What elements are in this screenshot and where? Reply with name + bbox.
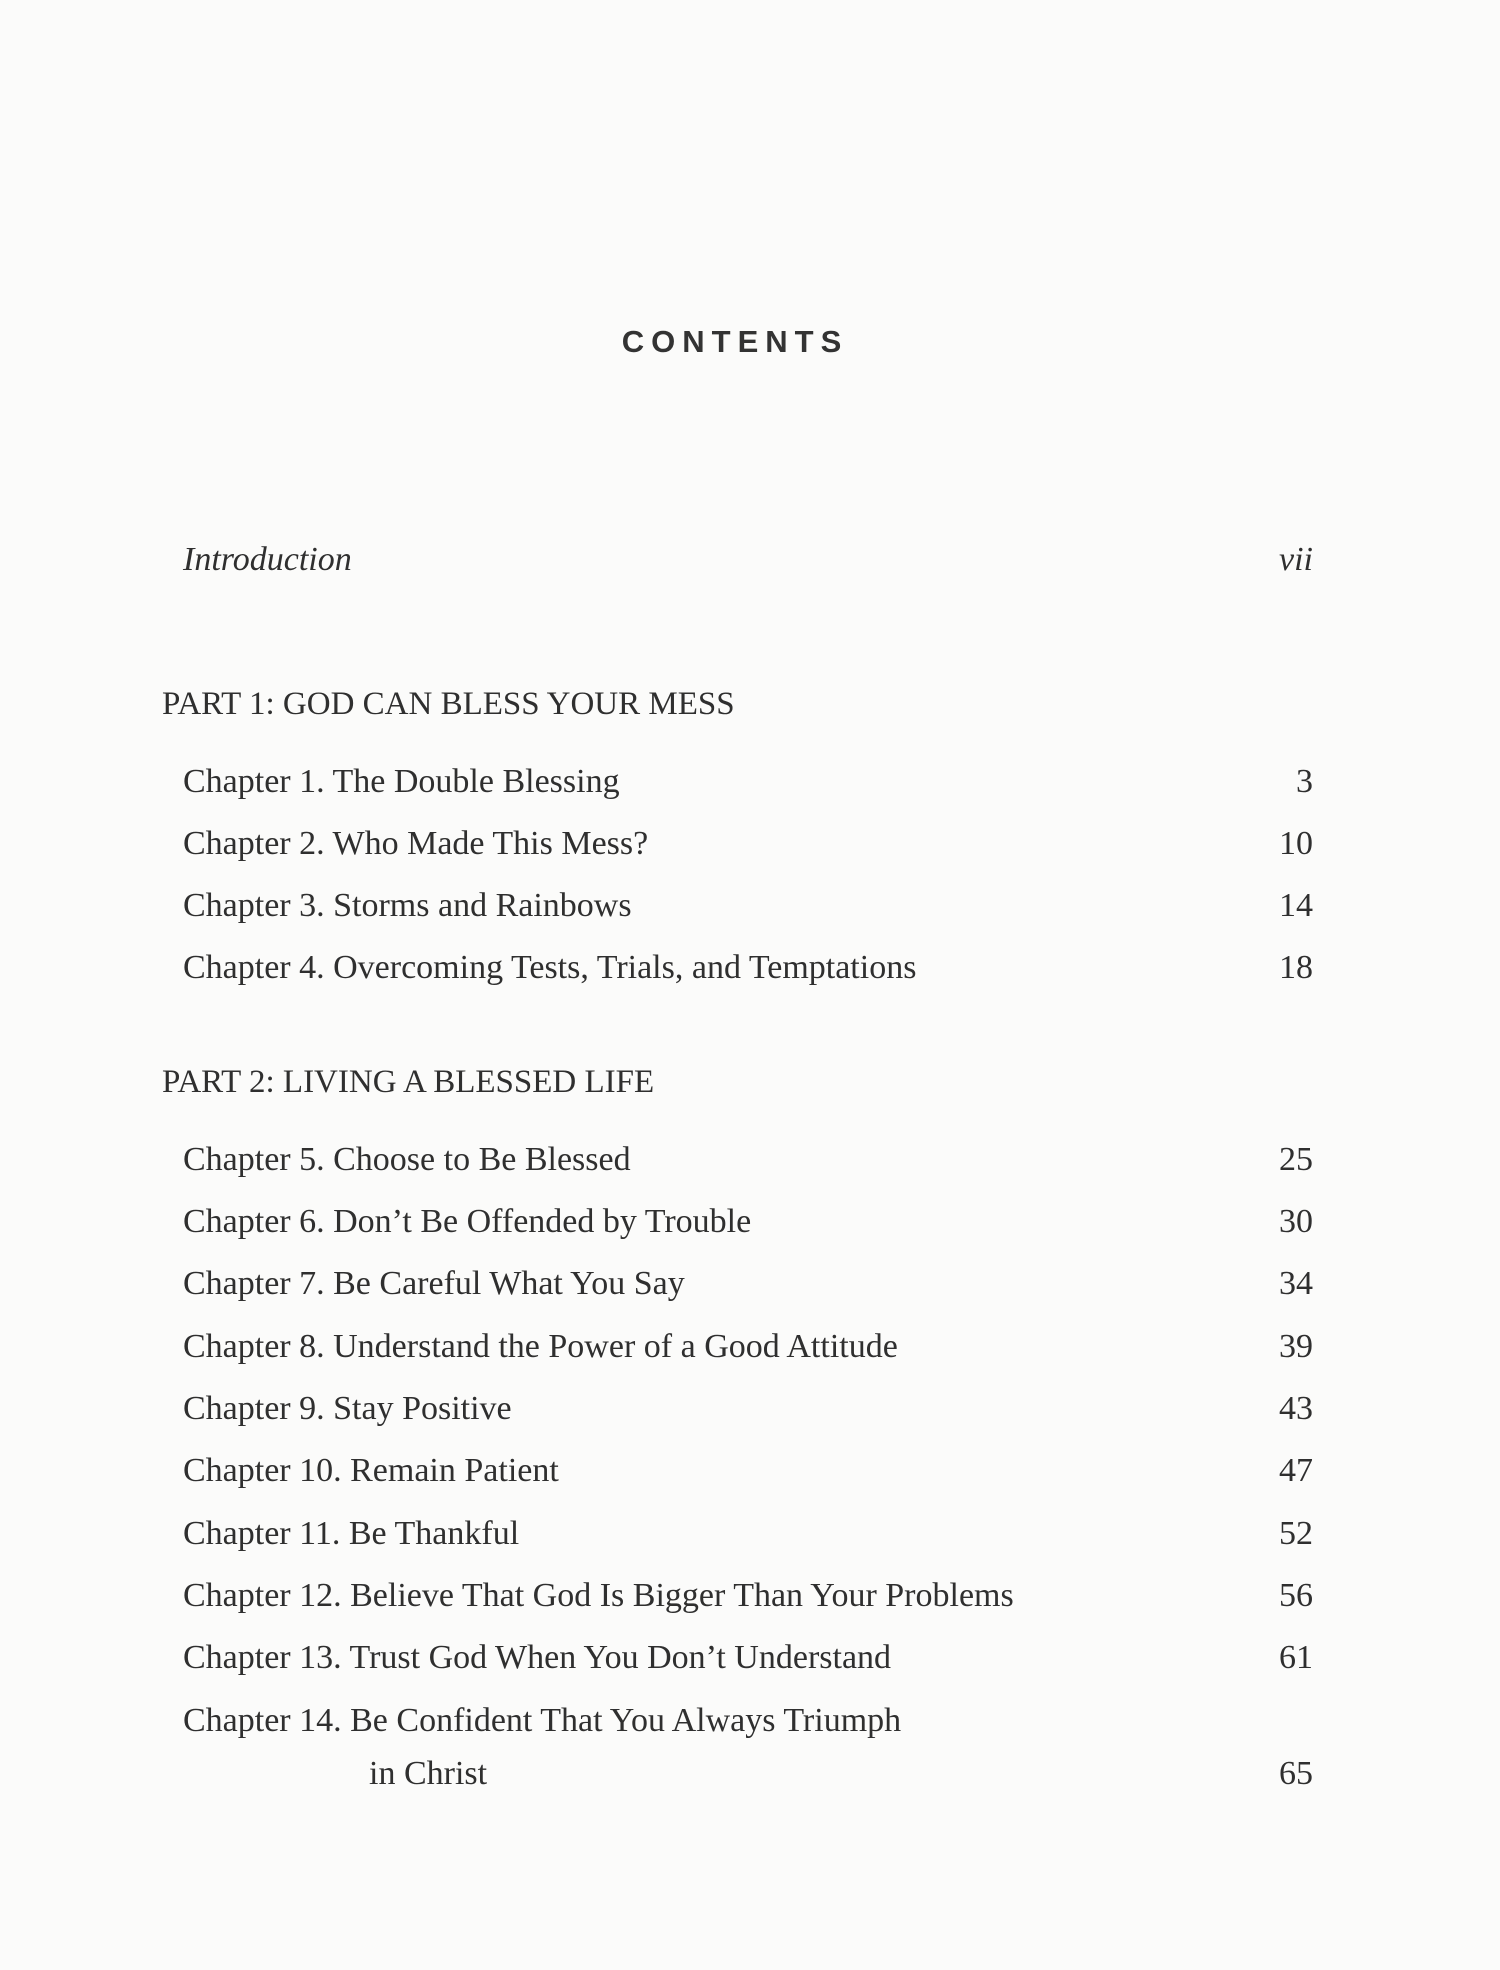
toc-entry-page-number: 47 xyxy=(1279,1452,1313,1489)
toc-entry-page-number: 25 xyxy=(1279,1141,1313,1178)
toc-entry-chapter-4[interactable] xyxy=(183,948,1313,988)
toc-entry-page-number: 56 xyxy=(1279,1577,1313,1614)
toc-entry-label: Chapter 12. Believe That God Is Bigger Than Your Problems xyxy=(183,1577,1014,1614)
toc-entry-label: Chapter 7. Be Careful What You Say xyxy=(183,1265,685,1302)
toc-entry-label: Chapter 8. Understand the Power of a Good Attitude xyxy=(183,1328,898,1365)
toc-entry-chapter-14[interactable] xyxy=(183,1694,1313,1800)
toc-entry-page-number: 61 xyxy=(1279,1639,1313,1676)
toc-entry-page-number: 10 xyxy=(1279,825,1313,862)
toc-entry-chapter-11[interactable] xyxy=(183,1514,1313,1554)
toc-entry-page-number: 34 xyxy=(1279,1265,1313,1302)
toc-entry-page-number: 3 xyxy=(1296,763,1313,800)
toc-entry-label: Chapter 11. Be Thankful xyxy=(183,1515,520,1552)
toc-entry-label: Chapter 14. Be Confident That You Always Triumph xyxy=(183,1702,902,1739)
toc-entry-chapter-10[interactable] xyxy=(183,1451,1313,1491)
toc-entry-label: Chapter 1. The Double Blessing xyxy=(183,763,620,800)
toc-entry-chapter-8[interactable] xyxy=(183,1327,1313,1367)
toc-entry-page-number: 30 xyxy=(1279,1203,1313,1240)
page-title: CONTENTS xyxy=(621,324,849,359)
part-heading: PART 2: LIVING A BLESSED LIFE xyxy=(162,1064,655,1100)
part-heading: PART 1: GOD CAN BLESS YOUR MESS xyxy=(162,686,735,722)
toc-entry-label: Chapter 3. Storms and Rainbows xyxy=(183,887,632,924)
toc-entry-label: Chapter 13. Trust God When You Don’t Understand xyxy=(183,1639,892,1676)
toc-entry-label: Chapter 2. Who Made This Mess? xyxy=(183,825,649,862)
toc-entry-label: Chapter 9. Stay Positive xyxy=(183,1390,512,1427)
toc-entry-chapter-12[interactable] xyxy=(183,1576,1313,1616)
toc-entry-chapter-9[interactable] xyxy=(183,1389,1313,1429)
toc-entry-label: Chapter 4. Overcoming Tests, Trials, and Temptations xyxy=(183,949,917,986)
toc-entry-chapter-2[interactable] xyxy=(183,824,1313,864)
toc-entry-chapter-13[interactable] xyxy=(183,1638,1313,1678)
toc-entry-page-number: 43 xyxy=(1279,1390,1313,1427)
toc-entry-chapter-1[interactable] xyxy=(183,762,1313,802)
toc-entry-label: Chapter 10. Remain Patient xyxy=(183,1452,559,1489)
toc-entry-page-number: 39 xyxy=(1279,1328,1313,1365)
toc-entry-label: Introduction xyxy=(183,541,352,578)
toc-entry-page-number: 18 xyxy=(1279,949,1313,986)
toc-entry-page-number: vii xyxy=(1279,541,1313,578)
toc-entry-chapter-7[interactable] xyxy=(183,1264,1313,1304)
toc-entry-page-number: 65 xyxy=(1279,1755,1313,1792)
toc-entry-label-continuation: in Christ xyxy=(369,1755,488,1792)
toc-entry-introduction[interactable] xyxy=(183,540,1313,580)
toc-entry-page-number: 14 xyxy=(1279,887,1313,924)
toc-entry-chapter-3[interactable] xyxy=(183,886,1313,926)
toc-entry-label: Chapter 5. Choose to Be Blessed xyxy=(183,1141,631,1178)
toc-entry-page-number: 52 xyxy=(1279,1515,1313,1552)
toc-entry-chapter-6[interactable] xyxy=(183,1202,1313,1242)
toc-entry-label: Chapter 6. Don’t Be Offended by Trouble xyxy=(183,1203,752,1240)
toc-entry-chapter-5[interactable] xyxy=(183,1140,1313,1180)
